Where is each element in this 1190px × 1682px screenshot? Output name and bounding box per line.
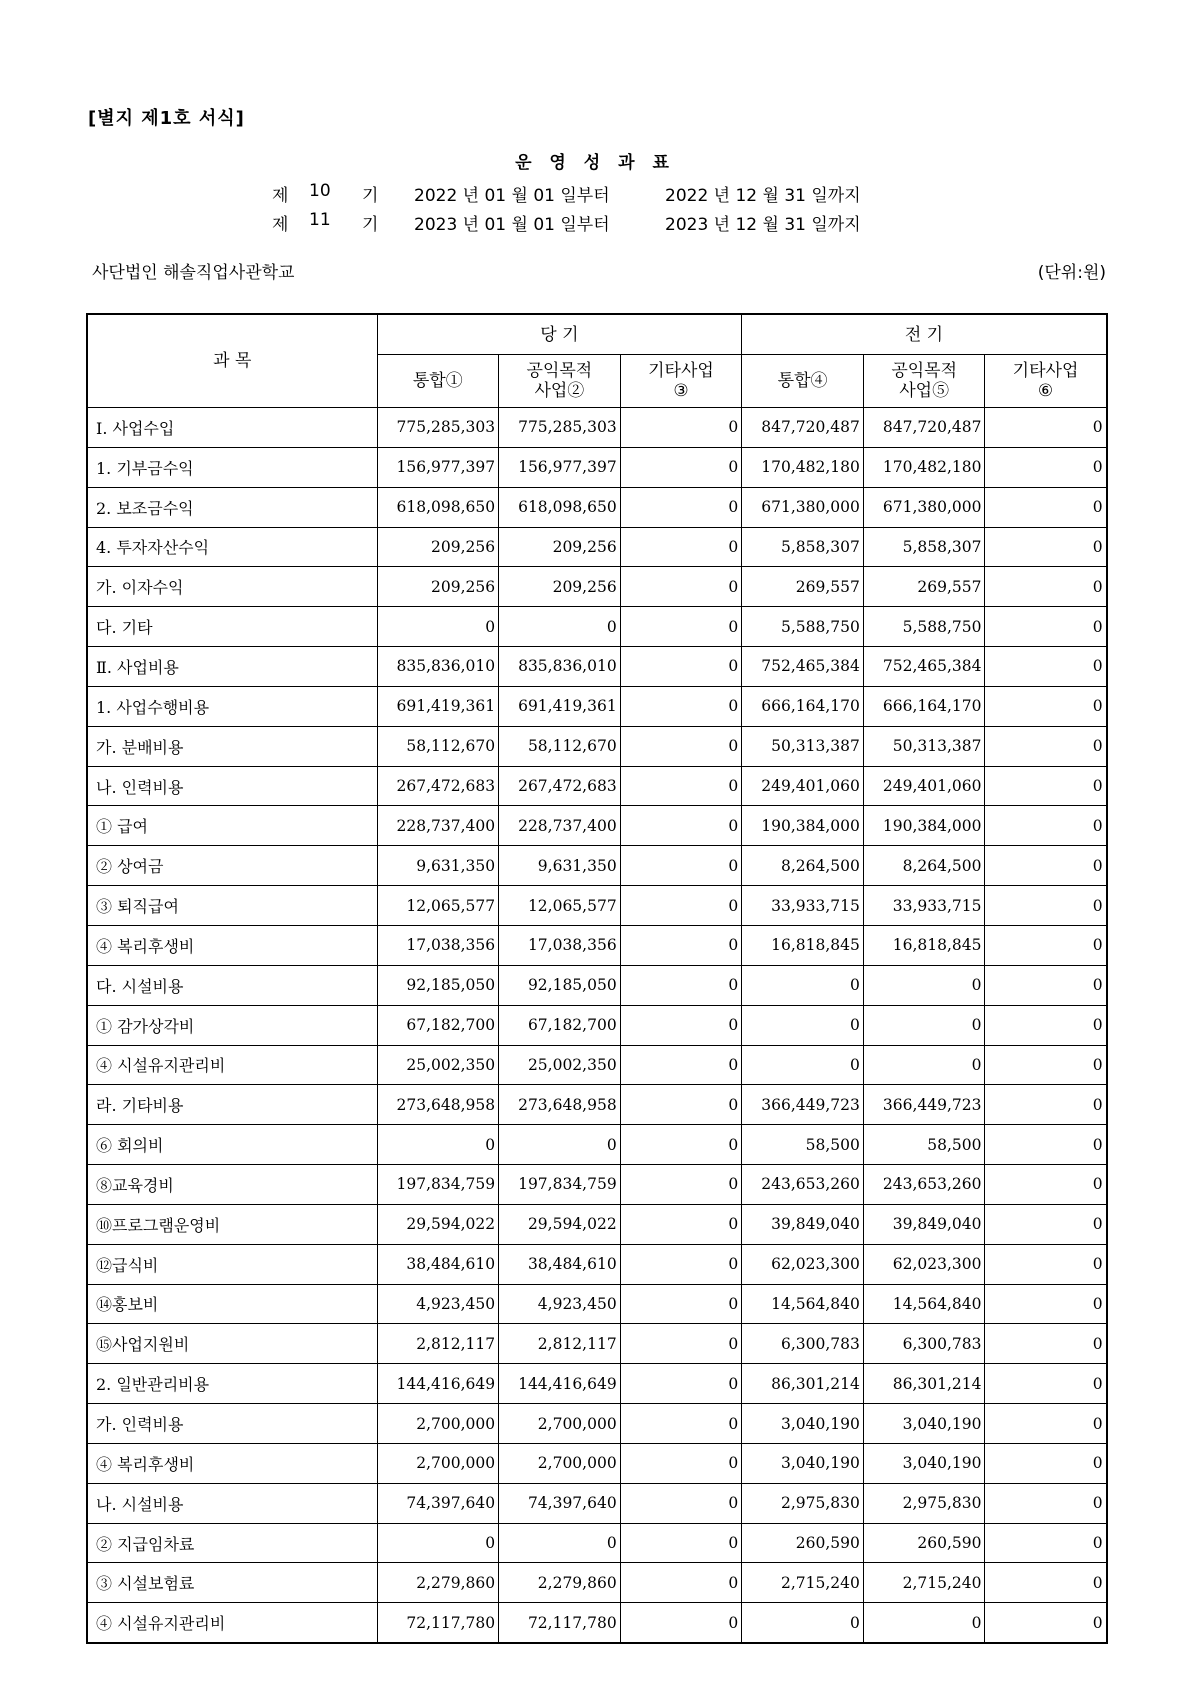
table-row: [87, 686, 1107, 726]
form-label: [별지 제1호 서식]: [88, 108, 245, 129]
amount-cell: 0: [742, 1603, 864, 1643]
table-row: [87, 806, 1107, 846]
amount-cell: 14,564,840: [863, 1284, 985, 1324]
amount-cell: 17,038,356: [499, 925, 621, 965]
amount-cell: 0: [985, 1483, 1107, 1523]
row-label: ⑧교육경비: [87, 1165, 377, 1205]
amount-cell: 58,112,670: [499, 726, 621, 766]
table-row: [87, 1045, 1107, 1085]
amount-cell: 0: [620, 1125, 742, 1165]
amount-cell: 228,737,400: [377, 806, 499, 846]
amount-cell: 0: [985, 1244, 1107, 1284]
amount-cell: 4,923,450: [499, 1284, 621, 1324]
amount-cell: 847,720,487: [863, 408, 985, 448]
table-row: [87, 647, 1107, 687]
amount-cell: 0: [985, 925, 1107, 965]
amount-cell: 190,384,000: [863, 806, 985, 846]
column-header: 통합①: [377, 355, 499, 408]
period-to: 2022 년 12 월 31 일까지: [665, 186, 861, 206]
amount-cell: 9,631,350: [499, 846, 621, 886]
amount-cell: 72,117,780: [499, 1603, 621, 1643]
amount-cell: 25,002,350: [499, 1045, 621, 1085]
current-period-header: 당 기: [377, 314, 742, 355]
amount-cell: 249,401,060: [742, 766, 864, 806]
amount-cell: 0: [620, 1244, 742, 1284]
period-je: 제: [272, 186, 289, 206]
amount-cell: 58,500: [742, 1125, 864, 1165]
row-label: 가. 분배비용: [87, 726, 377, 766]
amount-cell: 5,858,307: [742, 527, 864, 567]
amount-cell: 2,279,860: [377, 1563, 499, 1603]
amount-cell: 269,557: [863, 567, 985, 607]
amount-cell: 86,301,214: [742, 1364, 864, 1404]
amount-cell: 74,397,640: [377, 1483, 499, 1523]
amount-cell: 0: [742, 1005, 864, 1045]
table-row: [87, 1483, 1107, 1523]
amount-cell: 14,564,840: [742, 1284, 864, 1324]
amount-cell: 0: [985, 766, 1107, 806]
period-line-10: [0, 181, 1190, 205]
amount-cell: 0: [377, 607, 499, 647]
amount-cell: 243,653,260: [742, 1165, 864, 1205]
amount-cell: 197,834,759: [377, 1165, 499, 1205]
amount-cell: 0: [985, 607, 1107, 647]
amount-cell: 2,700,000: [499, 1404, 621, 1444]
amount-cell: 0: [985, 1523, 1107, 1563]
period-gi: 기: [362, 186, 379, 206]
row-label: Ⅰ. 사업수입: [87, 408, 377, 448]
amount-cell: 0: [985, 1324, 1107, 1364]
amount-cell: 0: [985, 1085, 1107, 1125]
amount-cell: 29,594,022: [377, 1204, 499, 1244]
table-row: [87, 527, 1107, 567]
column-header: 공익목적 사업②: [499, 355, 621, 408]
amount-cell: 3,040,190: [863, 1443, 985, 1483]
amount-cell: 0: [499, 1125, 621, 1165]
amount-cell: 9,631,350: [377, 846, 499, 886]
amount-cell: 752,465,384: [863, 647, 985, 687]
amount-cell: 0: [620, 1284, 742, 1324]
amount-cell: 38,484,610: [377, 1244, 499, 1284]
amount-cell: 691,419,361: [377, 686, 499, 726]
column-header: 통합④: [742, 355, 864, 408]
amount-cell: 2,700,000: [377, 1443, 499, 1483]
amount-cell: 847,720,487: [742, 408, 864, 448]
amount-cell: 156,977,397: [377, 447, 499, 487]
amount-cell: 2,975,830: [863, 1483, 985, 1523]
amount-cell: 50,313,387: [863, 726, 985, 766]
amount-cell: 92,185,050: [499, 965, 621, 1005]
amount-cell: 0: [985, 487, 1107, 527]
amount-cell: 0: [985, 1443, 1107, 1483]
row-label: ③ 시설보험료: [87, 1563, 377, 1603]
column-header: 기타사업 ⑥: [985, 355, 1107, 408]
amount-cell: 144,416,649: [377, 1364, 499, 1404]
amount-cell: 0: [985, 1284, 1107, 1324]
amount-cell: 0: [620, 527, 742, 567]
table-row: [87, 607, 1107, 647]
amount-cell: 0: [985, 1563, 1107, 1603]
amount-cell: 5,588,750: [742, 607, 864, 647]
amount-cell: 366,449,723: [863, 1085, 985, 1125]
amount-cell: 0: [620, 686, 742, 726]
period-je: 제: [272, 215, 289, 235]
table-row: [87, 1165, 1107, 1205]
amount-cell: 5,588,750: [863, 607, 985, 647]
amount-cell: 2,812,117: [377, 1324, 499, 1364]
row-label: ⑩프로그램운영비: [87, 1204, 377, 1244]
period-line-11: [0, 210, 1190, 234]
table-row: [87, 567, 1107, 607]
amount-cell: 243,653,260: [863, 1165, 985, 1205]
amount-cell: 0: [620, 766, 742, 806]
amount-cell: 0: [985, 527, 1107, 567]
amount-cell: 618,098,650: [499, 487, 621, 527]
amount-cell: 260,590: [742, 1523, 864, 1563]
amount-cell: 0: [985, 1404, 1107, 1444]
table-row: [87, 447, 1107, 487]
row-label: 1. 사업수행비용: [87, 686, 377, 726]
row-label: 라. 기타비용: [87, 1085, 377, 1125]
amount-cell: 0: [985, 1364, 1107, 1404]
amount-cell: 0: [985, 1204, 1107, 1244]
amount-cell: 0: [620, 447, 742, 487]
amount-cell: 33,933,715: [863, 886, 985, 926]
amount-cell: 267,472,683: [499, 766, 621, 806]
amount-cell: 0: [620, 965, 742, 1005]
amount-cell: 0: [620, 1483, 742, 1523]
amount-cell: 92,185,050: [377, 965, 499, 1005]
amount-cell: 2,715,240: [742, 1563, 864, 1603]
amount-cell: 671,380,000: [742, 487, 864, 527]
table-row: [87, 1005, 1107, 1045]
amount-cell: 67,182,700: [377, 1005, 499, 1045]
period-from: 2022 년 01 월 01 일부터: [414, 186, 610, 206]
amount-cell: 775,285,303: [499, 408, 621, 448]
amount-cell: 0: [985, 408, 1107, 448]
amount-cell: 0: [620, 726, 742, 766]
amount-cell: 6,300,783: [863, 1324, 985, 1364]
row-label: ⑥ 회의비: [87, 1125, 377, 1165]
amount-cell: 0: [742, 1045, 864, 1085]
amount-cell: 0: [985, 447, 1107, 487]
amount-cell: 0: [863, 1005, 985, 1045]
amount-cell: 0: [499, 607, 621, 647]
amount-cell: 209,256: [499, 527, 621, 567]
amount-cell: 72,117,780: [377, 1603, 499, 1643]
amount-cell: 209,256: [377, 567, 499, 607]
amount-cell: 249,401,060: [863, 766, 985, 806]
amount-cell: 156,977,397: [499, 447, 621, 487]
amount-cell: 267,472,683: [377, 766, 499, 806]
amount-cell: 86,301,214: [863, 1364, 985, 1404]
amount-cell: 366,449,723: [742, 1085, 864, 1125]
table-row: [87, 408, 1107, 448]
amount-cell: 0: [620, 567, 742, 607]
document-title: 운 영 성 과 표: [515, 153, 675, 173]
amount-cell: 2,812,117: [499, 1324, 621, 1364]
amount-cell: 752,465,384: [742, 647, 864, 687]
table-row: [87, 1364, 1107, 1404]
row-label: ⑫급식비: [87, 1244, 377, 1284]
amount-cell: 25,002,350: [377, 1045, 499, 1085]
row-label: 다. 기타: [87, 607, 377, 647]
amount-cell: 666,164,170: [742, 686, 864, 726]
amount-cell: 62,023,300: [742, 1244, 864, 1284]
amount-cell: 197,834,759: [499, 1165, 621, 1205]
column-header: 공익목적 사업⑤: [863, 355, 985, 408]
amount-cell: 0: [863, 965, 985, 1005]
amount-cell: 0: [620, 1324, 742, 1364]
row-label: ① 감가상각비: [87, 1005, 377, 1045]
table-row: [87, 1125, 1107, 1165]
row-label: Ⅱ. 사업비용: [87, 647, 377, 687]
row-label: 다. 시설비용: [87, 965, 377, 1005]
amount-cell: 273,648,958: [499, 1085, 621, 1125]
amount-cell: 39,849,040: [863, 1204, 985, 1244]
amount-cell: 0: [620, 806, 742, 846]
period-from: 2023 년 01 월 01 일부터: [414, 215, 610, 235]
row-label: 1. 기부금수익: [87, 447, 377, 487]
period-to: 2023 년 12 월 31 일까지: [665, 215, 861, 235]
amount-cell: 4,923,450: [377, 1284, 499, 1324]
amount-cell: 0: [620, 647, 742, 687]
amount-cell: 0: [985, 886, 1107, 926]
amount-cell: 2,700,000: [377, 1404, 499, 1444]
amount-cell: 38,484,610: [499, 1244, 621, 1284]
amount-cell: 0: [985, 846, 1107, 886]
amount-cell: 58,500: [863, 1125, 985, 1165]
amount-cell: 691,419,361: [499, 686, 621, 726]
amount-cell: 0: [985, 1125, 1107, 1165]
amount-cell: 0: [620, 1204, 742, 1244]
row-label: 나. 인력비용: [87, 766, 377, 806]
table-row: [87, 1324, 1107, 1364]
amount-cell: 666,164,170: [863, 686, 985, 726]
amount-cell: 0: [620, 1443, 742, 1483]
amount-cell: 835,836,010: [499, 647, 621, 687]
table-row: [87, 1284, 1107, 1324]
amount-cell: 0: [985, 1005, 1107, 1045]
amount-cell: 0: [620, 846, 742, 886]
amount-cell: 12,065,577: [377, 886, 499, 926]
subject-header: 과 목: [87, 314, 377, 408]
amount-cell: 228,737,400: [499, 806, 621, 846]
row-label: ② 지급임차료: [87, 1523, 377, 1563]
table-row: [87, 965, 1107, 1005]
amount-cell: 0: [985, 1603, 1107, 1643]
amount-cell: 0: [985, 726, 1107, 766]
amount-cell: 0: [863, 1045, 985, 1085]
amount-cell: 16,818,845: [742, 925, 864, 965]
operating-results-table: [86, 313, 1108, 1644]
amount-cell: 170,482,180: [742, 447, 864, 487]
row-label: ⑭홍보비: [87, 1284, 377, 1324]
currency-unit: (단위:원): [1037, 263, 1106, 283]
amount-cell: 3,040,190: [863, 1404, 985, 1444]
amount-cell: 209,256: [499, 567, 621, 607]
amount-cell: 0: [620, 487, 742, 527]
amount-cell: 0: [742, 965, 864, 1005]
amount-cell: 0: [620, 1005, 742, 1045]
amount-cell: 2,700,000: [499, 1443, 621, 1483]
amount-cell: 0: [620, 1563, 742, 1603]
row-label: 2. 보조금수익: [87, 487, 377, 527]
amount-cell: 0: [620, 408, 742, 448]
table-row: [87, 925, 1107, 965]
amount-cell: 3,040,190: [742, 1404, 864, 1444]
row-label: ④ 복리후생비: [87, 925, 377, 965]
amount-cell: 0: [377, 1125, 499, 1165]
table-row: [87, 766, 1107, 806]
column-header: 기타사업 ③: [620, 355, 742, 408]
table-row: [87, 726, 1107, 766]
table-row: [87, 487, 1107, 527]
table-row: [87, 1204, 1107, 1244]
amount-cell: 3,040,190: [742, 1443, 864, 1483]
amount-cell: 50,313,387: [742, 726, 864, 766]
row-label: ① 급여: [87, 806, 377, 846]
table-row: [87, 1523, 1107, 1563]
amount-cell: 0: [620, 1045, 742, 1085]
row-label: ④ 복리후생비: [87, 1443, 377, 1483]
amount-cell: 0: [620, 886, 742, 926]
table-body: [87, 408, 1107, 1644]
table-row: [87, 846, 1107, 886]
row-label: ④ 시설유지관리비: [87, 1603, 377, 1643]
row-label: 가. 이자수익: [87, 567, 377, 607]
amount-cell: 775,285,303: [377, 408, 499, 448]
amount-cell: 33,933,715: [742, 886, 864, 926]
amount-cell: 273,648,958: [377, 1085, 499, 1125]
amount-cell: 144,416,649: [499, 1364, 621, 1404]
amount-cell: 16,818,845: [863, 925, 985, 965]
amount-cell: 0: [985, 567, 1107, 607]
amount-cell: 0: [620, 1085, 742, 1125]
amount-cell: 835,836,010: [377, 647, 499, 687]
amount-cell: 0: [620, 1523, 742, 1563]
table-row: [87, 1244, 1107, 1284]
previous-period-header: 전 기: [742, 314, 1107, 355]
amount-cell: 2,715,240: [863, 1563, 985, 1603]
row-label: 나. 시설비용: [87, 1483, 377, 1523]
table-row: [87, 1603, 1107, 1643]
amount-cell: 2,975,830: [742, 1483, 864, 1523]
amount-cell: 0: [985, 806, 1107, 846]
row-label: 가. 인력비용: [87, 1404, 377, 1444]
amount-cell: 0: [620, 1603, 742, 1643]
row-label: ⑮사업지원비: [87, 1324, 377, 1364]
row-label: ② 상여금: [87, 846, 377, 886]
amount-cell: 0: [985, 1045, 1107, 1085]
table-row: [87, 1404, 1107, 1444]
amount-cell: 0: [377, 1523, 499, 1563]
amount-cell: 671,380,000: [863, 487, 985, 527]
amount-cell: 0: [985, 686, 1107, 726]
amount-cell: 17,038,356: [377, 925, 499, 965]
period-number: 10: [309, 181, 331, 201]
amount-cell: 12,065,577: [499, 886, 621, 926]
table-row: [87, 1443, 1107, 1483]
amount-cell: 260,590: [863, 1523, 985, 1563]
amount-cell: 0: [985, 1165, 1107, 1205]
amount-cell: 58,112,670: [377, 726, 499, 766]
amount-cell: 0: [620, 1404, 742, 1444]
amount-cell: 0: [985, 965, 1107, 1005]
row-label: 4. 투자자산수익: [87, 527, 377, 567]
amount-cell: 618,098,650: [377, 487, 499, 527]
amount-cell: 190,384,000: [742, 806, 864, 846]
table-row: [87, 1563, 1107, 1603]
amount-cell: 0: [620, 925, 742, 965]
amount-cell: 209,256: [377, 527, 499, 567]
amount-cell: 0: [620, 1165, 742, 1205]
amount-cell: 0: [863, 1603, 985, 1643]
amount-cell: 39,849,040: [742, 1204, 864, 1244]
amount-cell: 6,300,783: [742, 1324, 864, 1364]
period-number: 11: [309, 210, 331, 230]
row-label: 2. 일반관리비용: [87, 1364, 377, 1404]
amount-cell: 0: [620, 1364, 742, 1404]
amount-cell: 8,264,500: [742, 846, 864, 886]
row-label: ③ 퇴직급여: [87, 886, 377, 926]
amount-cell: 170,482,180: [863, 447, 985, 487]
organization-name: 사단법인 해솔직업사관학교: [92, 263, 295, 283]
amount-cell: 269,557: [742, 567, 864, 607]
amount-cell: 0: [620, 607, 742, 647]
row-label: ④ 시설유지관리비: [87, 1045, 377, 1085]
amount-cell: 8,264,500: [863, 846, 985, 886]
amount-cell: 29,594,022: [499, 1204, 621, 1244]
amount-cell: 2,279,860: [499, 1563, 621, 1603]
period-gi: 기: [362, 215, 379, 235]
amount-cell: 74,397,640: [499, 1483, 621, 1523]
amount-cell: 67,182,700: [499, 1005, 621, 1045]
amount-cell: 5,858,307: [863, 527, 985, 567]
amount-cell: 0: [985, 647, 1107, 687]
amount-cell: 0: [499, 1523, 621, 1563]
amount-cell: 62,023,300: [863, 1244, 985, 1284]
table-row: [87, 1085, 1107, 1125]
table-row: [87, 886, 1107, 926]
